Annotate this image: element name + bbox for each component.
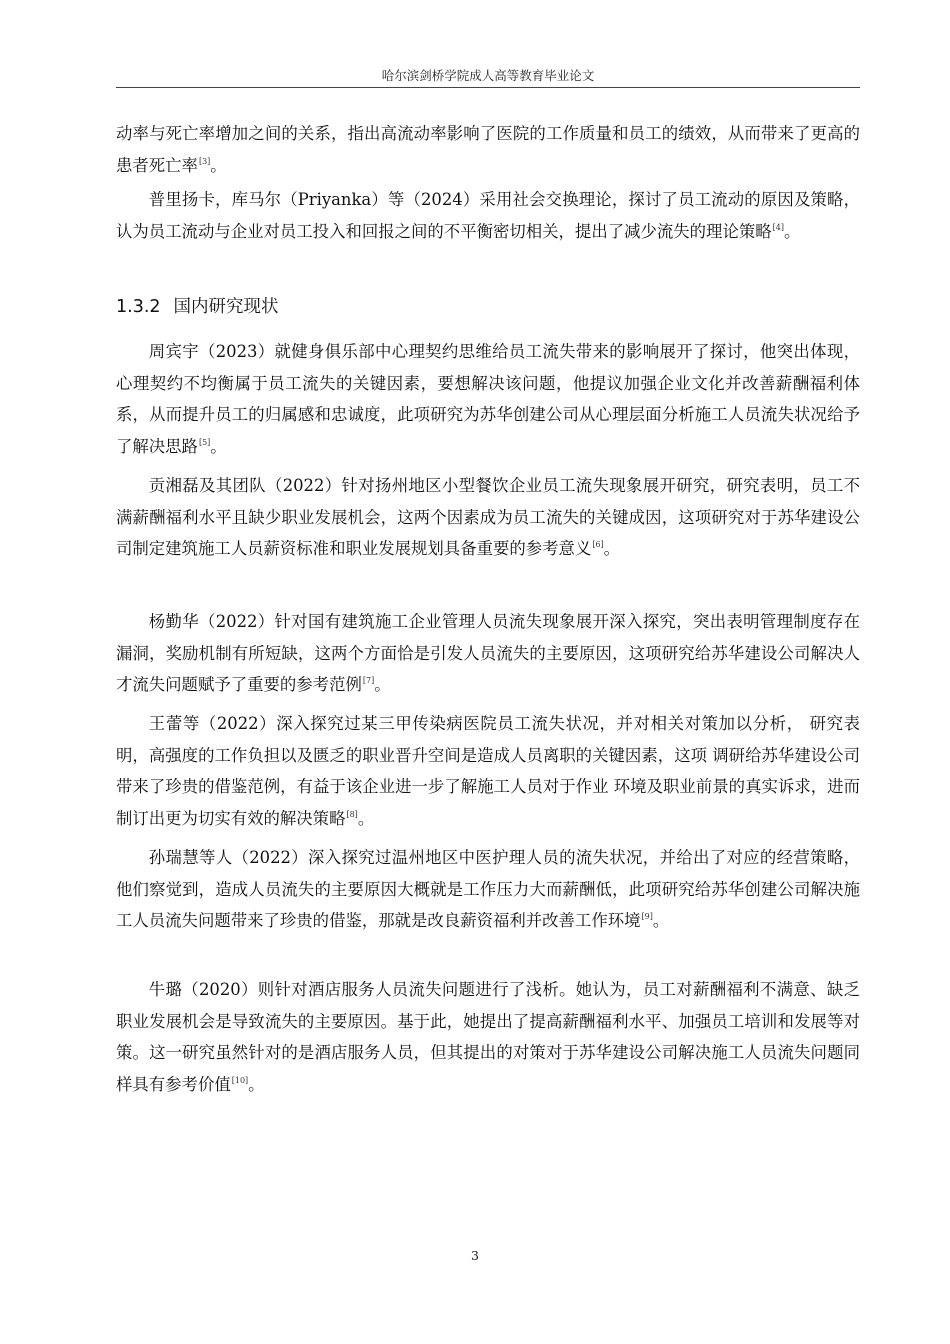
paragraph-text: 动率与死亡率增加之间的关系，指出高流动率影响了医院的工作质量和员工的绩效，从而带来了更高的患者死亡率 bbox=[116, 124, 860, 175]
paragraph-tail: 。 bbox=[357, 808, 375, 828]
header-rule bbox=[116, 87, 860, 88]
citation-ref: [6] bbox=[592, 540, 604, 549]
paragraph-tail: 。 bbox=[248, 1074, 265, 1094]
paragraph-continuation bbox=[116, 118, 860, 181]
paragraph-text: 贡湘磊及其团队（2022）针对扬州地区小型餐饮企业员工流失现象展开研究，研究表明，员工不满薪酬福利水平且缺少职业发展机会，这两个因素成为员工流失的关键成因，这项研究对于苏华建设公司制定建筑施工人员薪资标准和职业发展规划具备重要的参考意义 bbox=[116, 476, 860, 558]
paragraph-yang bbox=[116, 606, 860, 701]
citation-ref: [3] bbox=[198, 156, 211, 166]
citation-ref: [7] bbox=[362, 676, 375, 685]
paragraph-text: 王蕾等（2022）深入探究过某三甲传染病医院员工流失状况，并对相关对策加以分析， 研究表明，高强度的工作负担以及匮乏的职业晋升空间是造成人员离职的关键因素，这项 调研给苏华建设公司带来了珍贵的借鉴范例，有益于该企业进一步了解施工人员对于作业 环境及职业前景的真实诉求，进而制订出更为切实有效的解决策略 bbox=[116, 714, 860, 828]
paragraph-wang bbox=[116, 708, 860, 834]
paragraph-niu bbox=[116, 974, 860, 1100]
citation-ref: [5] bbox=[198, 437, 211, 447]
citation-ref: [9] bbox=[641, 912, 653, 921]
paragraph-gong bbox=[116, 470, 860, 565]
paragraph-tail: 。 bbox=[374, 675, 391, 694]
running-header: 哈尔滨剑桥学院成人高等教育毕业论文 bbox=[381, 68, 595, 83]
paragraph-tail: 。 bbox=[210, 155, 227, 175]
page-number: 3 bbox=[471, 1248, 479, 1263]
paragraph-tail: 。 bbox=[603, 539, 621, 558]
paragraph-tail: 。 bbox=[210, 436, 227, 456]
citation-ref: [8] bbox=[346, 809, 358, 819]
paragraph-text: 普里扬卡，库马尔（Priyanka）等（2024）采用社会交换理论，探讨了员工流动的原因及策略，认为员工流动与企业对员工投入和回报之间的不平衡密切相关，提出了减少流失的理论策略 bbox=[116, 190, 860, 241]
paragraph-text: 杨勤华（2022）针对国有建筑施工企业管理人员流失现象展开深入探究，突出表明管理制度存在漏洞，奖励机制有所短缺，这两个方面恰是引发人员流失的主要原因，这项研究给苏华建设公司解决人才流失问题赋予了重要的参考范例 bbox=[116, 612, 860, 694]
paragraph-priyanka bbox=[116, 184, 860, 247]
section-number: 1.3.2 bbox=[116, 297, 161, 317]
section-title: 国内研究现状 bbox=[173, 297, 279, 317]
paragraph-zhou bbox=[116, 336, 860, 462]
citation-ref: [10] bbox=[231, 1075, 249, 1085]
paragraph-sun bbox=[116, 842, 860, 937]
paragraph-tail: 。 bbox=[783, 221, 801, 241]
section-heading bbox=[116, 293, 279, 318]
citation-ref: [4] bbox=[772, 222, 784, 232]
paragraph-text: 孙瑞慧等人（2022）深入探究过温州地区中医护理人员的流失状况，并给出了对应的经营策略，他们察觉到，造成人员流失的主要原因大概就是工作压力大而薪酬低，此项研究给苏华创建公司解决施工人员流失问题带来了珍贵的借鉴，那就是改良薪资福利并改善工作环境 bbox=[116, 848, 860, 930]
paragraph-text: 牛璐（2020）则针对酒店服务人员流失问题进行了浅析。她认为，员工对薪酬福利不满意、缺乏职业发展机会是导致流失的主要原因。基于此，她提出了提高薪酬福利水平、加强员工培训和发展等对策。这一研究虽然针对的是酒店服务人员，但其提出的对策对于苏华建设公司解决施工人员流失问题同样具有参考价值 bbox=[116, 980, 860, 1094]
paragraph-text: 周宾宇（2023）就健身俱乐部中心理契约思维给员工流失带来的影响展开了探讨，他突出体现，心理契约不均衡属于员工流失的关键因素，要想解决该问题，他提议加强企业文化并改善薪酬福利体系，从而提升员工的归属感和忠诚度，此项研究为苏华创建公司从心理层面分析施工人员流失状况给予了解决思路 bbox=[116, 342, 860, 456]
paragraph-tail: 。 bbox=[652, 911, 670, 930]
